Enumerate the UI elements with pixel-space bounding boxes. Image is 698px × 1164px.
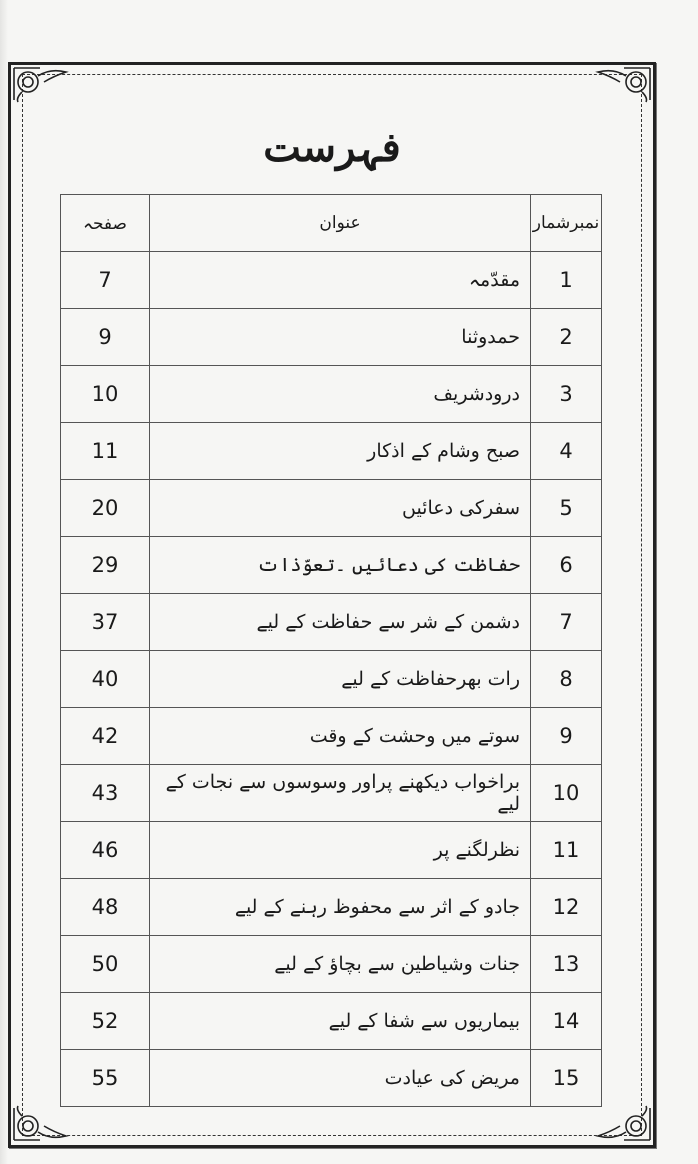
row-title: صبح وشام کے اذکار <box>150 423 531 480</box>
row-number: 3 <box>531 366 602 423</box>
floral-corner-ornament-icon <box>592 64 654 104</box>
row-title: نظرلگنے پر <box>150 822 531 879</box>
header-title: عنوان <box>150 195 531 252</box>
row-number: 13 <box>531 936 602 993</box>
table-row <box>61 822 602 879</box>
table-row <box>61 366 602 423</box>
table-row <box>61 765 602 822</box>
row-title: جنات وشیاطین سے بچاؤ کے لیے <box>150 936 531 993</box>
table-row <box>61 936 602 993</box>
table-row <box>61 537 602 594</box>
table-row <box>61 651 602 708</box>
row-page: 10 <box>61 366 150 423</box>
row-number: 7 <box>531 594 602 651</box>
row-number: 10 <box>531 765 602 822</box>
table-row <box>61 309 602 366</box>
row-title: مقدّمہ <box>150 252 531 309</box>
row-number: 4 <box>531 423 602 480</box>
row-number: 1 <box>531 252 602 309</box>
row-number: 15 <box>531 1050 602 1107</box>
floral-corner-ornament-icon <box>10 1104 72 1144</box>
row-title: جادو کے اثر سے محفوظ رہنے کے لیے <box>150 879 531 936</box>
table-row <box>61 480 602 537</box>
table-row <box>61 252 602 309</box>
row-page: 42 <box>61 708 150 765</box>
row-number: 5 <box>531 480 602 537</box>
row-title: رات بھرحفاظت کے لیے <box>150 651 531 708</box>
table-row <box>61 1050 602 1107</box>
row-page: 7 <box>61 252 150 309</box>
row-page: 50 <box>61 936 150 993</box>
row-title: حفاظت کی دعائیں ۔تعوّذات <box>150 537 531 594</box>
table-header-row <box>61 195 602 252</box>
floral-corner-ornament-icon <box>592 1104 654 1144</box>
row-page: 11 <box>61 423 150 480</box>
row-number: 14 <box>531 993 602 1050</box>
floral-corner-ornament-icon <box>10 64 72 104</box>
row-page: 48 <box>61 879 150 936</box>
row-page: 55 <box>61 1050 150 1107</box>
row-number: 11 <box>531 822 602 879</box>
row-page: 46 <box>61 822 150 879</box>
row-title: سوتے میں وحشت کے وقت <box>150 708 531 765</box>
table-row <box>61 708 602 765</box>
table-row <box>61 993 602 1050</box>
page-title: فہرست <box>263 124 401 171</box>
row-number: 9 <box>531 708 602 765</box>
row-title: حمدوثنا <box>150 309 531 366</box>
row-title: براخواب دیکھنے پراور وسوسوں سے نجات کے لیے <box>150 765 531 822</box>
row-page: 52 <box>61 993 150 1050</box>
row-page: 43 <box>61 765 150 822</box>
table-row <box>61 423 602 480</box>
contents-table <box>60 194 602 1107</box>
table-row <box>61 594 602 651</box>
row-page: 37 <box>61 594 150 651</box>
row-number: 2 <box>531 309 602 366</box>
row-title: مریض کی عیادت <box>150 1050 531 1107</box>
row-number: 6 <box>531 537 602 594</box>
row-title: دشمن کے شر سے حفاظت کے لیے <box>150 594 531 651</box>
row-page: 9 <box>61 309 150 366</box>
row-page: 29 <box>61 537 150 594</box>
row-title: سفرکی دعائیں <box>150 480 531 537</box>
row-number: 8 <box>531 651 602 708</box>
row-number: 12 <box>531 879 602 936</box>
row-title: درودشریف <box>150 366 531 423</box>
table-row <box>61 879 602 936</box>
row-title: بیماریوں سے شفا کے لیے <box>150 993 531 1050</box>
row-page: 40 <box>61 651 150 708</box>
header-number: نمبرشمار <box>531 195 602 252</box>
row-page: 20 <box>61 480 150 537</box>
header-page: صفحہ <box>61 195 150 252</box>
page-edge <box>0 0 8 1164</box>
